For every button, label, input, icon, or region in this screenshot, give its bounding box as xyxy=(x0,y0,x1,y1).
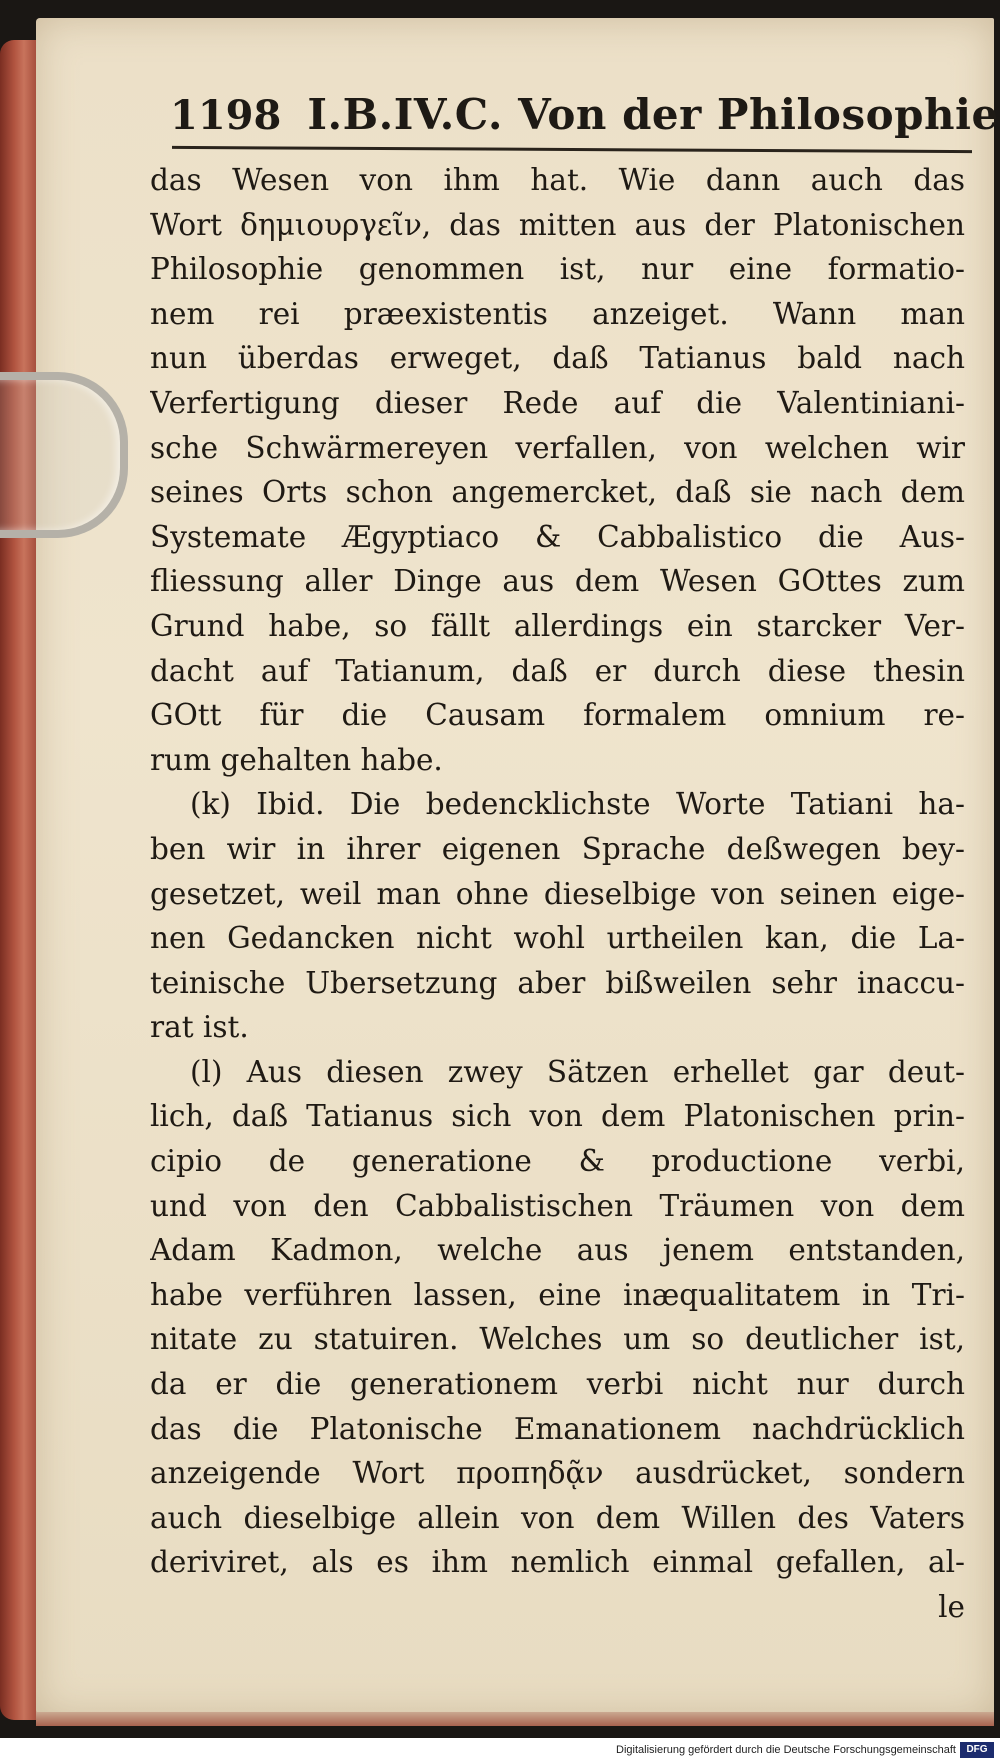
text-line: sche Schwärmereyen verfallen, von welchen wir xyxy=(150,430,965,465)
text-line: lich, daß Tatianus sich von dem Platonischen prin- xyxy=(150,1099,965,1134)
text-line: dacht auf Tatianum, daß er durch diese thesin xyxy=(150,653,965,688)
text-line: anzeigende Wort προπηδᾷν ausdrücket, sondern xyxy=(150,1456,965,1491)
text-line: teinische Ubersetzung aber bißweilen sehr inaccu- xyxy=(150,965,965,1000)
text-line: auch dieselbige allein von dem Willen des Vaters xyxy=(150,1500,965,1535)
catchword: le xyxy=(938,1590,965,1624)
text-line: habe verführen lassen, eine inæqualitatem in Tri- xyxy=(150,1277,965,1312)
text-line: Adam Kadmon, welche aus jenem entstanden, xyxy=(150,1233,965,1268)
text-line: Philosophie genommen ist, nur eine formatio- xyxy=(150,252,965,287)
text-line: rat ist. xyxy=(150,1010,249,1045)
body-text xyxy=(150,158,965,1630)
text-line: gesetzet, weil man ohne dieselbige von seinen eige- xyxy=(150,876,965,911)
text-line: da er die generationem verbi nicht nur durch xyxy=(150,1367,965,1402)
text-line: GOtt für die Causam formalem omnium re- xyxy=(150,698,965,733)
text-line: nen Gedancken nicht wohl urtheilen kan, die La- xyxy=(150,921,965,956)
running-head: I.B.IV.C. Von der Philosophie xyxy=(307,90,999,139)
funding-note: Digitalisierung gefördert durch die Deutsche Forschungsgemeinschaft xyxy=(616,1744,956,1756)
page-number: 1198 xyxy=(170,92,282,139)
text-line: das die Platonische Emanationem nachdrücklich xyxy=(150,1411,965,1446)
text-line: Grund habe, so fällt allerdings ein starcker Ver- xyxy=(150,608,965,643)
footnote-l: (l) Aus diesen zwey Sätzen erhellet gar deut- xyxy=(190,1054,965,1089)
page-header xyxy=(170,90,999,150)
text-line: rum gehalten habe. xyxy=(150,742,443,777)
text-line: deriviret, als es ihm nemlich einmal gefallen, al- xyxy=(150,1545,965,1580)
text-line: Wort δημιουργεῖν, das mitten aus der Platonischen xyxy=(150,207,965,242)
dfg-logo: DFG xyxy=(960,1742,994,1758)
footnote-k: (k) Ibid. Die bedencklichste Worte Tatiani ha- xyxy=(190,787,965,822)
book-page-edges xyxy=(0,40,40,1720)
page-clip xyxy=(0,372,128,538)
text-line: nun überdas erweget, daß Tatianus bald nach xyxy=(150,341,965,376)
text-line: und von den Cabbalistischen Träumen von dem xyxy=(150,1188,965,1223)
page-bottom-edge xyxy=(36,1712,994,1726)
text-line: das Wesen von ihm hat. Wie dann auch das xyxy=(150,163,965,197)
text-line: Verfertigung dieser Rede auf die Valentiniani- xyxy=(150,385,965,420)
text-line: cipio de generatione & productione verbi, xyxy=(150,1144,965,1179)
text-line: Systemate Ægyptiaco & Cabbalistico die Aus- xyxy=(150,519,965,554)
text-line: nem rei præexistentis anzeiget. Wann man xyxy=(150,296,965,331)
text-line: nitate zu statuiren. Welches um so deutlicher ist, xyxy=(150,1322,965,1357)
text-line: ben wir in ihrer eigenen Sprache deßwegen bey- xyxy=(150,831,965,866)
text-line: fliessung aller Dinge aus dem Wesen GOttes zum xyxy=(150,564,965,599)
text-line: seines Orts schon angemercket, daß sie nach dem xyxy=(150,475,965,510)
